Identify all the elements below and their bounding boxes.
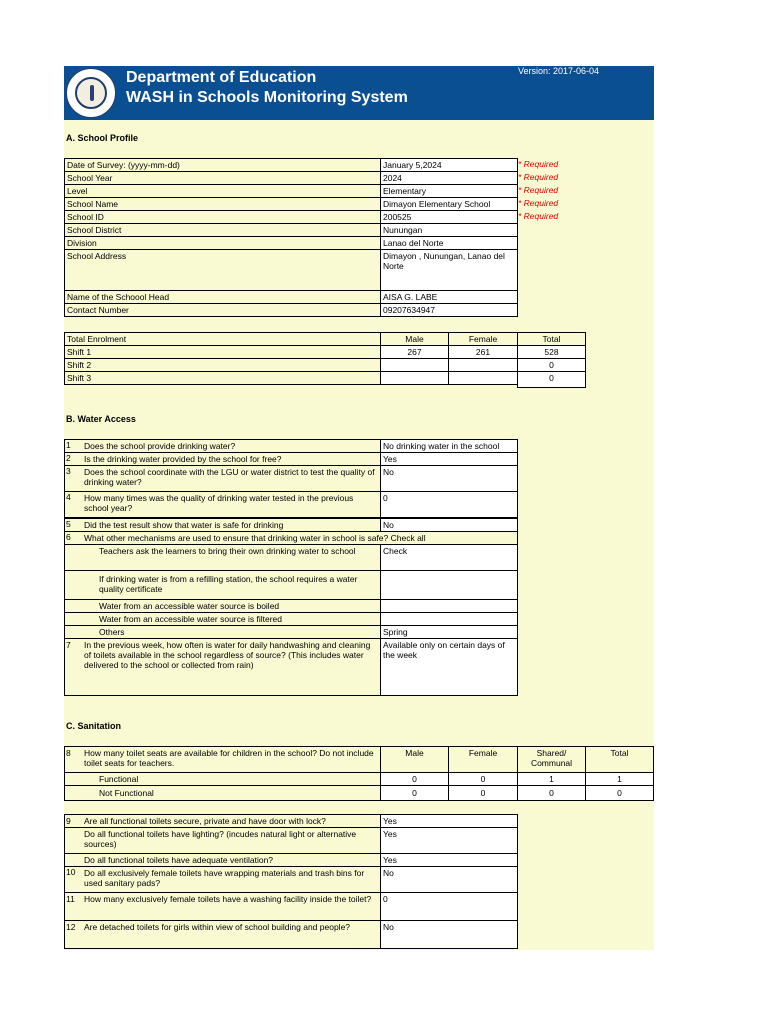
level-field[interactable]: Elementary [380, 184, 518, 198]
q11-answer[interactable]: 0 [380, 892, 518, 921]
section-school-profile: A. School Profile [66, 133, 139, 143]
required-date: * Required [518, 159, 559, 169]
functional-shared-field[interactable]: 1 [517, 772, 586, 786]
school-id-field[interactable]: 200525 [380, 210, 518, 224]
q12-label: Are detached toilets for girls within view of school building and people? [64, 920, 381, 949]
mechanism-others-label: Others [64, 625, 381, 639]
school-name-label: School Name [64, 197, 381, 211]
section-sanitation: C. Sanitation [66, 721, 122, 731]
shift2-female-field[interactable] [448, 358, 518, 372]
contact-label: Contact Number [64, 303, 381, 317]
shift1-male-field[interactable]: 267 [380, 345, 449, 359]
q12-number: 12 [66, 922, 76, 932]
functional-female-field[interactable]: 0 [448, 772, 518, 786]
q8-number: 8 [66, 748, 71, 758]
functional-label: Functional [64, 772, 381, 786]
shift1-total: 528 [517, 345, 586, 359]
district-field[interactable]: Nunungan [380, 223, 518, 237]
q9-secure-answer[interactable]: Yes [380, 814, 518, 828]
contact-field[interactable]: 09207634947 [380, 303, 518, 317]
q6-label: What other mechanisms are used to ensure that drinking water in school is safe? Check all [64, 531, 518, 545]
q1-answer[interactable]: No drinking water in the school [380, 439, 518, 453]
shift3-male-field[interactable] [380, 371, 449, 385]
q9-number: 9 [66, 816, 71, 826]
enrolment-male-header: Male [380, 332, 449, 346]
functional-total: 1 [585, 772, 654, 786]
q4-number: 4 [66, 492, 71, 502]
q9-lighting-label: Do all functional toilets have lighting? (incudes natural light or alternative sources) [64, 827, 381, 854]
q6-number: 6 [66, 532, 71, 542]
date-label: Date of Survey: (yyyy-mm-dd) [64, 158, 381, 172]
q11-number: 11 [66, 894, 75, 904]
q9-ventilation-answer[interactable]: Yes [380, 853, 518, 867]
district-label: School District [64, 223, 381, 237]
q7-label: In the previous week, how often is water for daily handwashing and cleaning of toilets available in the school regardless of source? (This includes water delivered to the school or collected from rain) [64, 638, 381, 696]
shift3-total: 0 [517, 371, 586, 388]
required-name: * Required [518, 198, 559, 208]
mechanism-own-water-field[interactable]: Check [380, 544, 518, 571]
q3-number: 3 [66, 466, 71, 476]
mechanism-filtered-label: Water from an accessible water source is filtered [64, 612, 381, 626]
required-id: * Required [518, 211, 559, 221]
enrolment-total-header: Total [517, 332, 586, 346]
date-field[interactable]: January 5,2024 [380, 158, 518, 172]
not-functional-label: Not Functional [64, 785, 381, 801]
page-title-line1: Department of Education [126, 69, 317, 86]
mechanism-certificate-label: If drinking water is from a refilling station, the school requires a water quality certificate [64, 570, 381, 600]
q2-number: 2 [66, 453, 71, 463]
q5-answer[interactable]: No [380, 518, 518, 532]
head-label: Name of the Schoool Head [64, 290, 381, 304]
not-functional-female-field[interactable]: 0 [448, 785, 518, 801]
mechanism-boiled-field[interactable] [380, 599, 518, 613]
not-functional-male-field[interactable]: 0 [380, 785, 449, 801]
q2-answer[interactable]: Yes [380, 452, 518, 466]
toilet-female-header: Female [448, 746, 518, 773]
shift3-female-field[interactable] [448, 371, 518, 385]
shift1-label: Shift 1 [64, 345, 381, 359]
shift3-label: Shift 3 [64, 371, 381, 385]
mechanism-own-water-label: Teachers ask the learners to bring their own drinking water to school [64, 544, 381, 571]
mechanism-certificate-field[interactable] [380, 570, 518, 600]
enrolment-female-header: Female [448, 332, 518, 346]
q3-answer[interactable]: No [380, 465, 518, 492]
year-field[interactable]: 2024 [380, 171, 518, 185]
q5-label: Did the test result show that water is safe for drinking [64, 518, 381, 532]
not-functional-total: 0 [585, 785, 654, 801]
version-label: Version: 2017-06-04 [518, 66, 600, 76]
q10-answer[interactable]: No [380, 866, 518, 893]
q9-secure-label: Are all functional toilets secure, private and have door with lock? [64, 814, 381, 828]
toilet-total-header: Total [585, 746, 654, 773]
school-name-field[interactable]: Dimayon Elementary School [380, 197, 518, 211]
q12-answer[interactable]: No [380, 920, 518, 949]
section-water-access: B. Water Access [66, 414, 136, 424]
q10-number: 10 [66, 867, 76, 877]
address-label: School Address [64, 249, 381, 291]
q7-number: 7 [66, 640, 71, 650]
address-field[interactable]: Dimayon , Nunungan, Lanao del Norte [380, 249, 518, 291]
required-year: * Required [518, 172, 559, 182]
q9-ventilation-label: Do all functional toilets have adequate ventilation? [64, 853, 381, 867]
division-field[interactable]: Lanao del Norte [380, 236, 518, 250]
q8-label: How many toilet seats are available for children in the school? Do not include toilet seats for teachers. [64, 746, 381, 773]
required-level: * Required [518, 185, 559, 195]
q9-lighting-answer[interactable]: Yes [380, 827, 518, 854]
q4-label: How many times was the quality of drinking water tested in the previous school year? [64, 491, 381, 518]
functional-male-field[interactable]: 0 [380, 772, 449, 786]
q2-label: Is the drinking water provided by the school for free? [64, 452, 381, 466]
mechanism-others-field[interactable]: Spring [380, 625, 518, 639]
shift1-female-field[interactable]: 261 [448, 345, 518, 359]
q11-label: How many exclusively female toilets have a washing facility inside the toilet? [64, 892, 381, 921]
division-label: Division [64, 236, 381, 250]
page-title-line2: WASH in Schools Monitoring System [126, 89, 408, 106]
shift2-label: Shift 2 [64, 358, 381, 372]
shift2-male-field[interactable] [380, 358, 449, 372]
mechanism-filtered-field[interactable] [380, 612, 518, 626]
seal-emblem [75, 77, 107, 109]
deped-seal-icon [66, 68, 116, 118]
enrolment-label: Total Enrolment [64, 332, 381, 346]
q4-answer[interactable]: 0 [380, 491, 518, 518]
mechanism-boiled-label: Water from an accessible water source is boiled [64, 599, 381, 613]
not-functional-shared-field[interactable]: 0 [517, 785, 586, 801]
q5-number: 5 [66, 519, 71, 529]
school-id-label: School ID [64, 210, 381, 224]
head-field[interactable]: AISA G. LABE [380, 290, 518, 304]
q1-label: Does the school provide drinking water? [64, 439, 381, 453]
year-label: School Year [64, 171, 381, 185]
seal-figure [90, 85, 94, 101]
toilet-male-header: Male [380, 746, 449, 773]
q3-label: Does the school coordinate with the LGU or water district to test the quality of drinking water? [64, 465, 381, 492]
shift2-total: 0 [517, 358, 586, 372]
level-label: Level [64, 184, 381, 198]
q7-answer[interactable]: Available only on certain days of the week [380, 638, 518, 696]
q10-label: Do all exclusively female toilets have wrapping materials and trash bins for used sanitary pads? [64, 866, 381, 893]
toilet-shared-header: Shared/ Communal [517, 746, 586, 773]
q1-number: 1 [66, 440, 71, 450]
